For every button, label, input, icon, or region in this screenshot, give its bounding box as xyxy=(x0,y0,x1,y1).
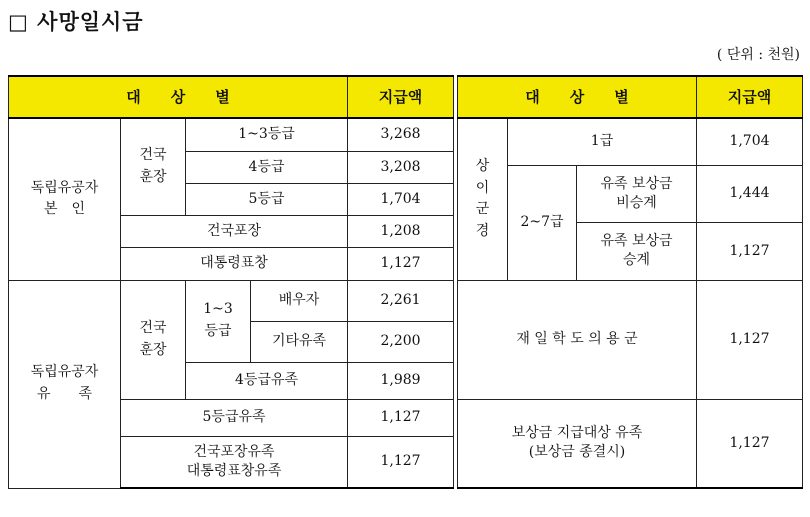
row-amount: 1,127 xyxy=(348,436,454,488)
row-label: 유족 보상금 비승계 xyxy=(577,165,697,222)
row-amount: 1,444 xyxy=(697,165,803,222)
self-group: 건국 훈장 xyxy=(121,118,186,215)
grade27-group: 2~7급 xyxy=(508,165,577,280)
table-row xyxy=(458,399,803,488)
table-row xyxy=(458,280,803,399)
veteran-category: 상 이 군 경 xyxy=(458,118,508,280)
row-amount: 1,127 xyxy=(348,247,454,280)
row-label: 5등급유족 xyxy=(121,399,348,436)
row-label: 대통령표창 xyxy=(121,247,348,280)
left-benefit-table xyxy=(8,75,454,489)
header-target: 대 상 별 xyxy=(458,76,697,118)
header-amount: 지급액 xyxy=(348,76,454,118)
row-amount: 1,127 xyxy=(697,399,803,488)
row-amount: 3,208 xyxy=(348,151,454,183)
family-subgroup: 1~3 등급 xyxy=(186,280,251,362)
row-amount: 1,208 xyxy=(348,215,454,247)
row-label: 보상금 지급대상 유족 (보상금 종결시) xyxy=(458,399,697,488)
row-label: 1급 xyxy=(508,118,697,165)
row-label: 배우자 xyxy=(251,280,348,321)
header-amount: 지급액 xyxy=(697,76,803,118)
header-target: 대 상 별 xyxy=(9,76,348,118)
row-amount: 1,989 xyxy=(348,362,454,399)
family-group: 건국 훈장 xyxy=(121,280,186,399)
row-label: 유족 보상금 승계 xyxy=(577,222,697,280)
row-label: 1~3등급 xyxy=(186,118,348,151)
table-header-row xyxy=(9,76,454,118)
self-category: 독립유공자 본 인 xyxy=(9,118,121,280)
table-header-row xyxy=(458,76,803,118)
row-amount: 1,127 xyxy=(697,222,803,280)
table-row xyxy=(458,118,803,165)
table-row xyxy=(9,118,454,151)
row-label: 4등급유족 xyxy=(186,362,348,399)
row-amount: 2,261 xyxy=(348,280,454,321)
table-row xyxy=(458,165,803,222)
row-amount: 1,704 xyxy=(697,118,803,165)
row-label: 5등급 xyxy=(186,183,348,215)
row-label: 4등급 xyxy=(186,151,348,183)
family-category: 독립유공자 유 족 xyxy=(9,280,121,488)
row-amount: 2,200 xyxy=(348,321,454,362)
row-label: 재 일 학 도 의 용 군 xyxy=(458,280,697,399)
page-title: □ 사망일시금 xyxy=(8,10,144,34)
table-row xyxy=(9,280,454,321)
unit-note: ( 단위 : 천원) xyxy=(716,47,800,63)
row-label: 건국포장 xyxy=(121,215,348,247)
right-benefit-table xyxy=(457,75,803,489)
row-amount: 1,127 xyxy=(697,280,803,399)
row-label: 기타유족 xyxy=(251,321,348,362)
row-amount: 1,704 xyxy=(348,183,454,215)
row-amount: 1,127 xyxy=(348,399,454,436)
row-label: 건국포장유족 대통령표창유족 xyxy=(121,436,348,488)
row-amount: 3,268 xyxy=(348,118,454,151)
